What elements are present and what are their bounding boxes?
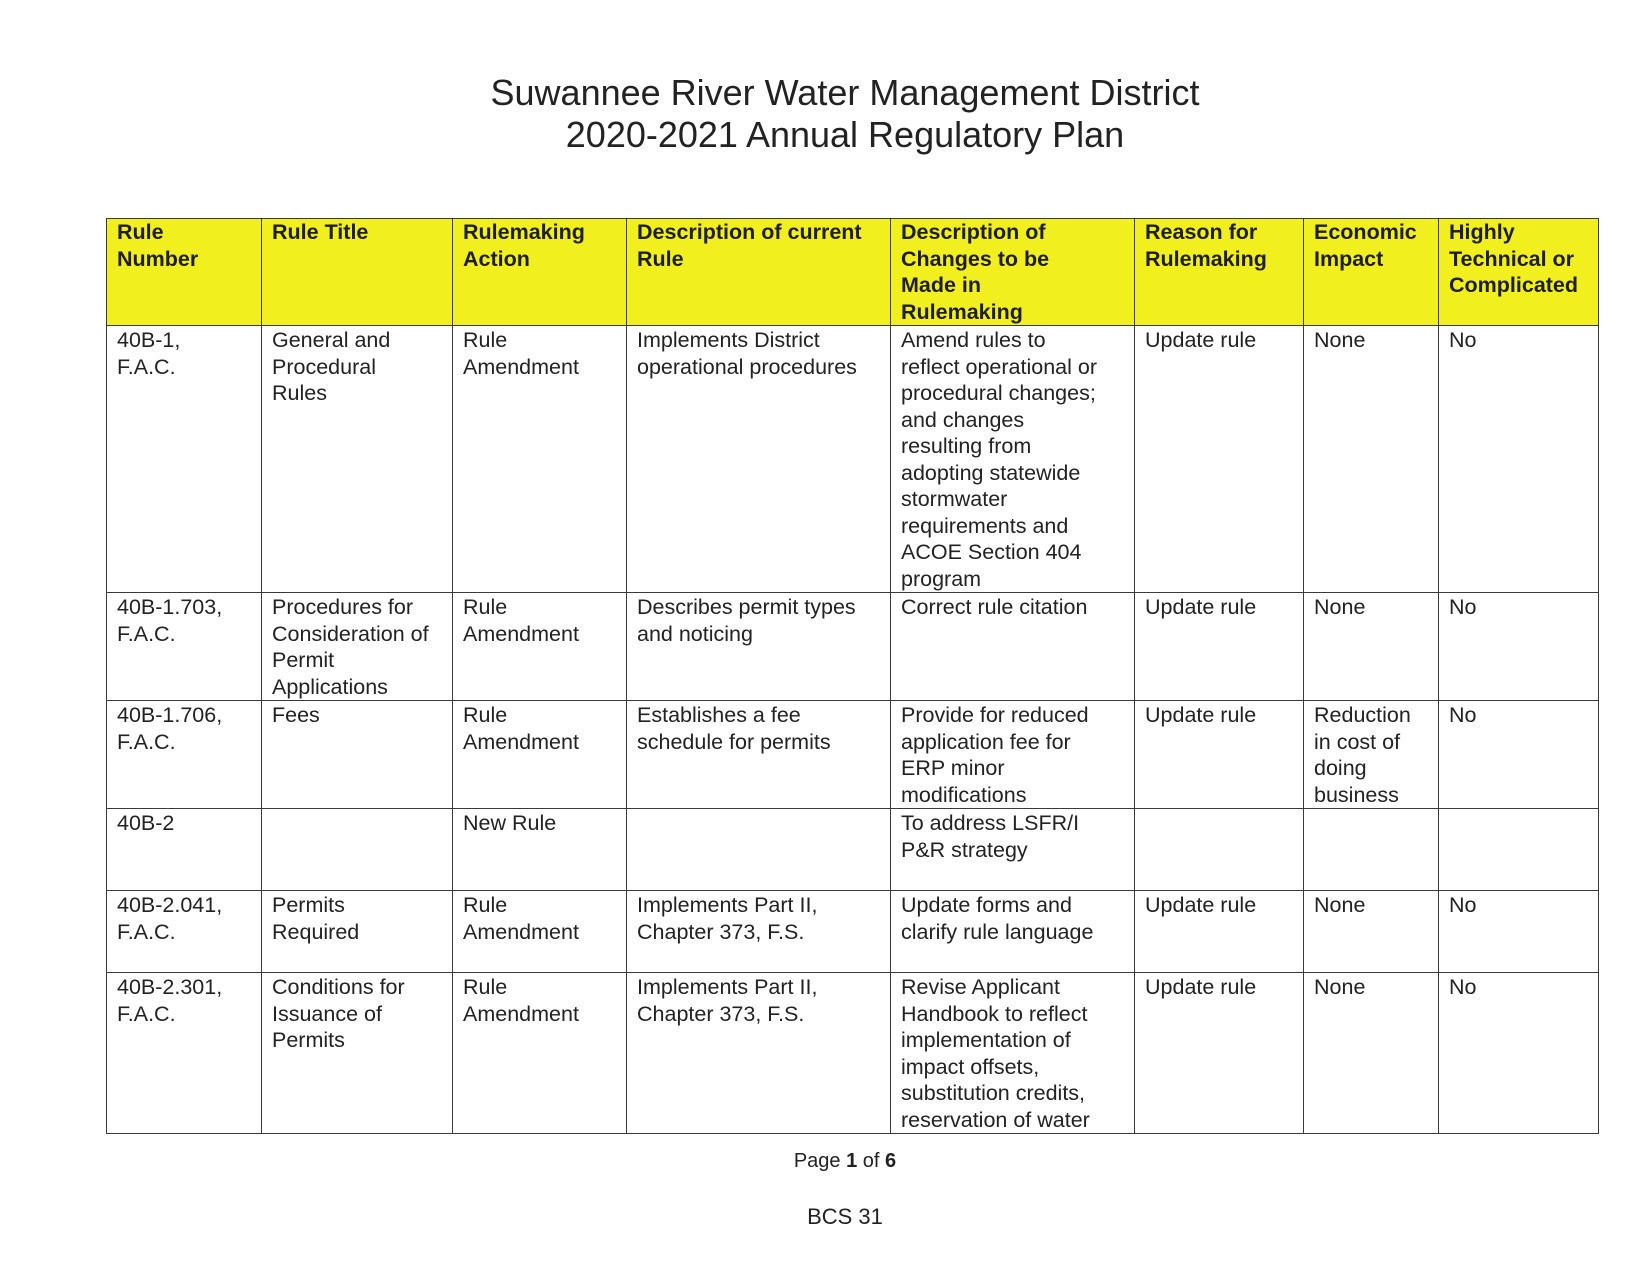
cell-rule-title: Fees [262,701,453,809]
cell-changes-description: Revise Applicant Handbook to reflect implementation of impact offsets, substitution credits, reservation of water [891,973,1135,1134]
regulatory-plan-table [106,218,1599,1134]
column-header-current-rule-description: Description of current Rule [627,219,891,326]
column-header-economic-impact: Economic Impact [1304,219,1439,326]
cell-reason: Update rule [1135,701,1304,809]
cell-rulemaking-action: Rule Amendment [453,326,627,593]
column-header-reason: Reason for Rulemaking [1135,219,1304,326]
table-row [107,809,1599,891]
page-title [0,72,1651,156]
cell-economic-impact: Reduction in cost of doing business [1304,701,1439,809]
cell-rulemaking-action: Rule Amendment [453,891,627,973]
cell-current-rule-description [627,809,891,891]
cell-rule-title: Permits Required [262,891,453,973]
column-header-changes-description: Description of Changes to be Made in Rulemaking [891,219,1135,326]
cell-current-rule-description: Implements Part II, Chapter 373, F.S. [627,973,891,1134]
page-current: 1 [846,1150,858,1172]
cell-highly-technical: No [1439,891,1599,973]
table-row [107,973,1599,1134]
cell-reason: Update rule [1135,593,1304,701]
cell-changes-description: Amend rules to reflect operational or procedural changes; and changes resulting from adopting statewide stormwater requirements and ACOE Section 404 program [891,326,1135,593]
title-line-1: Suwannee River Water Management District [490,72,1200,113]
cell-rulemaking-action: Rule Amendment [453,593,627,701]
cell-reason: Update rule [1135,326,1304,593]
cell-current-rule-description: Implements District operational procedures [627,326,891,593]
table-row [107,326,1599,593]
cell-rule-number: 40B-2.041, F.A.C. [107,891,262,973]
cell-rule-title: Procedures for Consideration of Permit Applications [262,593,453,701]
cell-current-rule-description: Describes permit types and noticing [627,593,891,701]
cell-changes-description: Provide for reduced application fee for ERP minor modifications [891,701,1135,809]
cell-rule-number: 40B-1.706, F.A.C. [107,701,262,809]
cell-economic-impact [1304,809,1439,891]
cell-economic-impact: None [1304,326,1439,593]
cell-rule-number: 40B-1, F.A.C. [107,326,262,593]
cell-economic-impact: None [1304,973,1439,1134]
cell-rule-title: Conditions for Issuance of Permits [262,973,453,1134]
table-row [107,701,1599,809]
cell-rule-title: General and Procedural Rules [262,326,453,593]
page-word: Page [793,1150,841,1172]
cell-economic-impact: None [1304,891,1439,973]
title-line-2: 2020-2021 Annual Regulatory Plan [565,114,1125,155]
cell-highly-technical [1439,809,1599,891]
cell-highly-technical: No [1439,701,1599,809]
cell-changes-description: Update forms and clarify rule language [891,891,1135,973]
cell-highly-technical: No [1439,593,1599,701]
table-row [107,593,1599,701]
table-row [107,891,1599,973]
cell-rule-number: 40B-2.301, F.A.C. [107,973,262,1134]
cell-current-rule-description: Establishes a fee schedule for permits [627,701,891,809]
cell-rulemaking-action: Rule Amendment [453,973,627,1134]
column-header-rulemaking-action: Rulemaking Action [453,219,627,326]
column-header-rule-number: Rule Number [107,219,262,326]
cell-changes-description: Correct rule citation [891,593,1135,701]
cell-rule-number: 40B-1.703, F.A.C. [107,593,262,701]
of-word: of [862,1150,880,1172]
page-total: 6 [885,1150,897,1172]
cell-rule-title [262,809,453,891]
cell-rulemaking-action: Rule Amendment [453,701,627,809]
cell-economic-impact: None [1304,593,1439,701]
cell-changes-description: To address LSFR/I P&R strategy [891,809,1135,891]
cell-highly-technical: No [1439,973,1599,1134]
cell-rulemaking-action: New Rule [453,809,627,891]
cell-reason: Update rule [1135,891,1304,973]
column-header-highly-technical: Highly Technical or Complicated [1439,219,1599,326]
cell-reason [1135,809,1304,891]
cell-reason: Update rule [1135,973,1304,1134]
page-number [0,1150,1651,1173]
cell-rule-number: 40B-2 [107,809,262,891]
cell-current-rule-description: Implements Part II, Chapter 373, F.S. [627,891,891,973]
table-header-row [107,219,1599,326]
cell-highly-technical: No [1439,326,1599,593]
column-header-rule-title: Rule Title [262,219,453,326]
document-code: BCS 31 [807,1204,883,1229]
